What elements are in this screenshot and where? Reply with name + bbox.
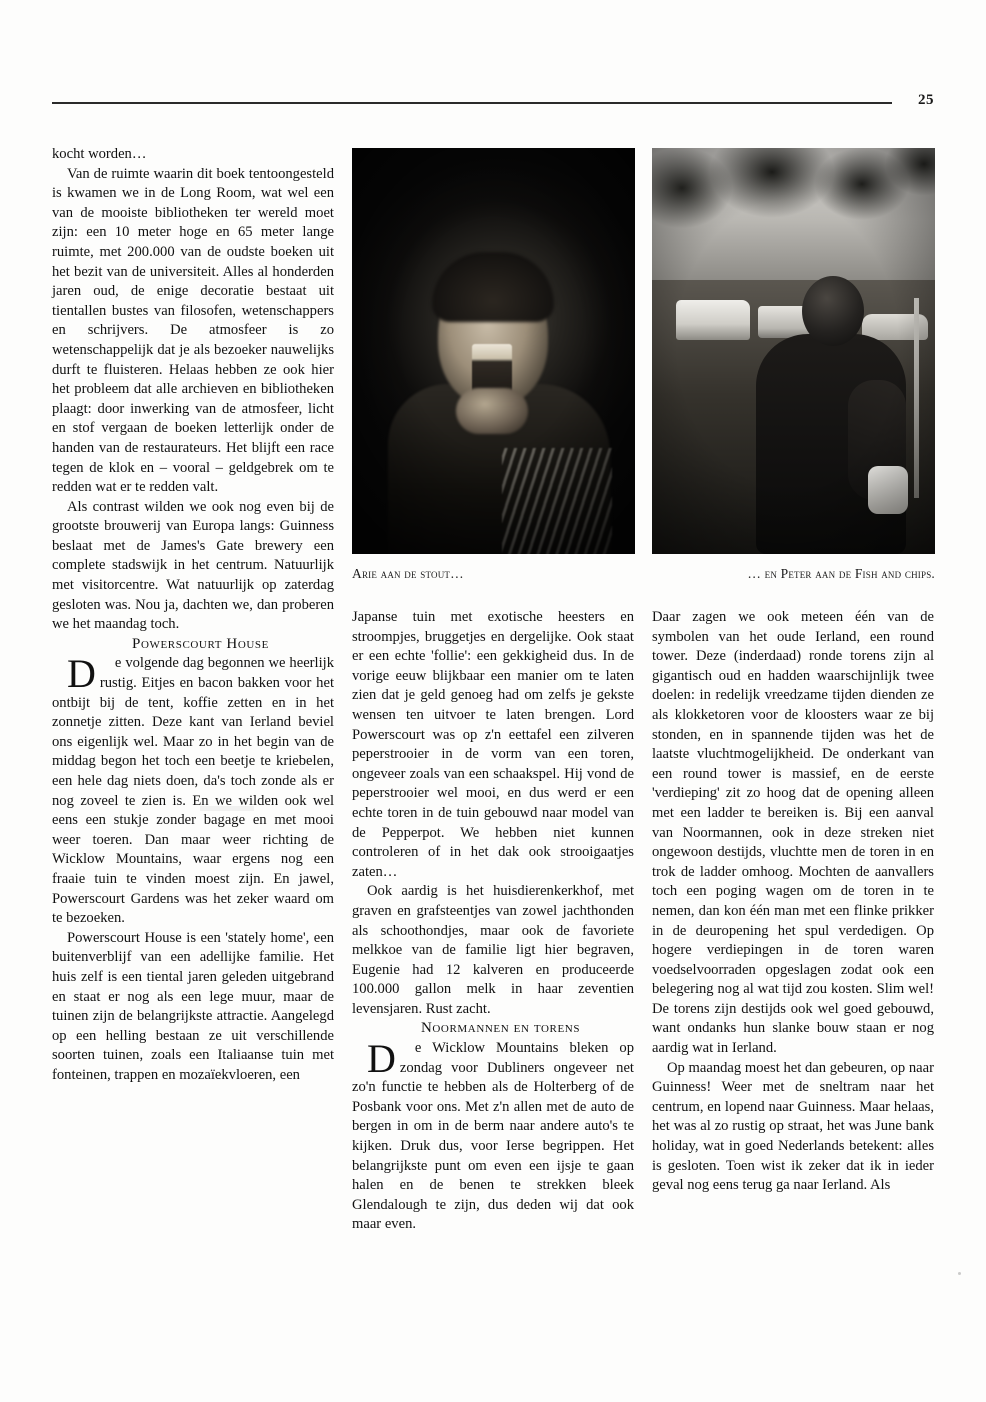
- paragraph: kocht worden…: [52, 146, 147, 162]
- section-heading-powerscourt-house: Powerscourt House: [132, 635, 269, 652]
- figure-caption-peter: … en Peter aan de Fish and chips.: [747, 566, 935, 581]
- paragraph: Als contrast wilden we ook nog even bij de grootste brouwerij van Europa langs: Guinness beslaat met de James's Gate brewery een complete stadswijk in het centrum. Natuurlijk met visitorcentre. Wat natuurlijk op zaterdag gesloten was. Nou ja, dachten we, dan proberen we het maandag toch.: [52, 498, 334, 633]
- photo-vignette: [352, 148, 635, 554]
- paragraph: Japanse tuin met exotische heesters en stroompjes, bruggetjes en dergelijke. Ook staat er een echte 'follie': een gekkigheid dus. In de vorige eeuw blijkbaar een manier om te laten zien dat je geld genoeg had om zelfs je gekste wensen ten uitvoer te laten brengen. Lord Powerscourt was op z'n eettafel een zilveren peperstrooier in de vorm van een toren, ongeveer zoals van een schaakspel. Hij vond de peperstrooier wel mooi, en dus werd er een echte toren in de tuin gebouwd naar model van de Pepperpot. We hebben niet kunnen controleren of in het dak ook strooigaatjes zaten…: [352, 609, 634, 880]
- figure-caption-arie: Arie aan de stout…: [352, 566, 464, 581]
- text-column-1: [52, 145, 334, 1086]
- photo-scene: [352, 148, 635, 554]
- text-column-2: [352, 608, 634, 1235]
- photo-peter-fish-chips: [652, 148, 935, 554]
- paragraph-text: e Wicklow Mountains bleken op zondag voor Dubliners ongeveer net zo'n functie te hebben als de Holterberg of de Posbank voor ons. Met z'n allen met de auto de bergen in om in de berm naar andere auto's te kijken. Druk dus, voor Ierse begrippen. Het belangrijkste punt om even een ijsje te gaan halen en de benen te strekken bleek Glendalough te zijn, dus deden wij dat ook maar even.: [352, 1040, 634, 1233]
- text-column-3: [652, 608, 934, 1196]
- photo-vignette: [652, 148, 935, 554]
- drop-cap: D: [367, 1036, 396, 1082]
- drop-cap: D: [67, 651, 96, 697]
- paragraph: Ook aardig is het huisdierenkerkhof, met graven en grafsteentjes van zowel jachthonden als schoothondjes, maar ook de favoriete melkkoe van de familie ligt hier begraven, Eugenie had 12 kalveren en produceerde 100.000 gallon melk in haar zeventien levensjaren. Rust zacht.: [352, 883, 634, 1017]
- scan-artifact: [958, 1272, 961, 1275]
- paragraph: Daar zagen we ook meteen één van de symbolen van het oude Ierland, een round tower. Deze (inderdaad) ronde torens zijn al gigantisch oud en hadden waarschijnlijk twee doelen: in redelijk vreedzame tijden dienden ze als klokketoren voor de kloosters waar ze bij stonden, en in spannende tijden was het de laatste vluchtmogelijkheid. De onderkant van een round tower is massief, en de eerste 'verdieping' zit zo hoog dat de opening alleen met een ladder te bereiken is. Bij een aanval van Noormannen, ook in deze streken niet ongewoon destijds, vluchtte men de toren in en trok de ladder omhoog. Mochten de aanvallers toch een poging wagen om de toren in te nemen, dan kon één man met een flinke prikker in de deuropening het spul verdedigen. Op hogere verdiepingen in de toren waren voedselvoorraden opgeslagen zodat ook een belegering nog al wat tijd zou kosten. Slim wel! De torens zijn destijds ook wel goed gebouwd, want ondanks hun slanke bouw staan er nog aardig wat in Ierland.: [652, 609, 934, 1057]
- paragraph-with-dropcap: [352, 1036, 634, 1235]
- section-heading-noormannen-en-torens: Noormannen en torens: [420, 1020, 581, 1037]
- page-number: 25: [918, 92, 934, 108]
- paragraph: Powerscourt House is een 'stately home', een buitenverblijf van een adellijke familie. Het huis zelf is een tiental jaren geleden uitgebrand en staat er nog als een lege muur, maar de tuinen zijn de belangrijkste attractie. Aangelegd op een helling bestaan ze uit verschillende soorten tuinen, zoals een Italiaanse tuin met fonteinen, trappen en mozaïekvloeren, een: [52, 929, 334, 1083]
- scan-artifact: [200, 806, 254, 811]
- paragraph-with-dropcap: [52, 651, 334, 928]
- paragraph-text: e volgende dag begonnen we heerlijk rustig. Eitjes en bacon bakken voor het ontbijt bij de tent, koffie zetten en in het zonnetje zitten. Deze kant van Ierland beviel ons eigenlijk wel. Maar zo in het begin van de middag begon het toch een beetje te kriebelen, een hele dag niets doen, da's toch zonde als er nog zoveel te zien is. En we wilden ook wel eens een stukje zonder bagage en met mooi weer toeren. Dan maar weer richting de Wicklow Mountains, waar ergens nog een fraaie tuin te vinden moest zijn. En jawel, Powerscourt Gardens was het zeker waard om te bezoeken.: [52, 655, 334, 927]
- photo-scene: [652, 148, 935, 554]
- photo-arie-stout: [352, 148, 635, 554]
- paragraph: Van de ruimte waarin dit boek tentoongesteld is kwamen we in de Long Room, wat wel een van de mooiste bibliotheken ter wereld moet zijn: een 10 meter hoge en 65 meter lange ruimte, met 200.000 van de oudste boeken uit het bezit van de universiteit. Alles al honderden jaren oud, de enige decoratie bestaat uit tientallen bustes van filosofen, wetenschappers en schrijvers. De atmosfeer is zo wetenschappelijk dat je als bezoeker nauwelijks durft te fluisteren. Helaas hebben ze ook hier het probleem dat alle archieven en bibliotheken plaagt: door inwerking van de atmosfeer, licht en stof vergaan de boeken letterlijk onder de handen van de restaurateurs. Het blijft een race tegen de klok en – vooral – geldgebrek om te redden wat er te redden valt.: [52, 165, 334, 496]
- header-rule: [52, 102, 892, 104]
- page-header: [52, 92, 934, 116]
- paragraph: Op maandag moest het dan gebeuren, op naar Guinness! Weer met de sneltram naar het centrum, en lopend naar Guinness. Maar helaas, het was al zo rustig op straat, het was June bank holiday, wat in goed Nederlands betekent: alles is gesloten. Toen wist ik zeker dat ik in ieder geval nog eens terug ga naar Ierland. Als: [652, 1059, 934, 1194]
